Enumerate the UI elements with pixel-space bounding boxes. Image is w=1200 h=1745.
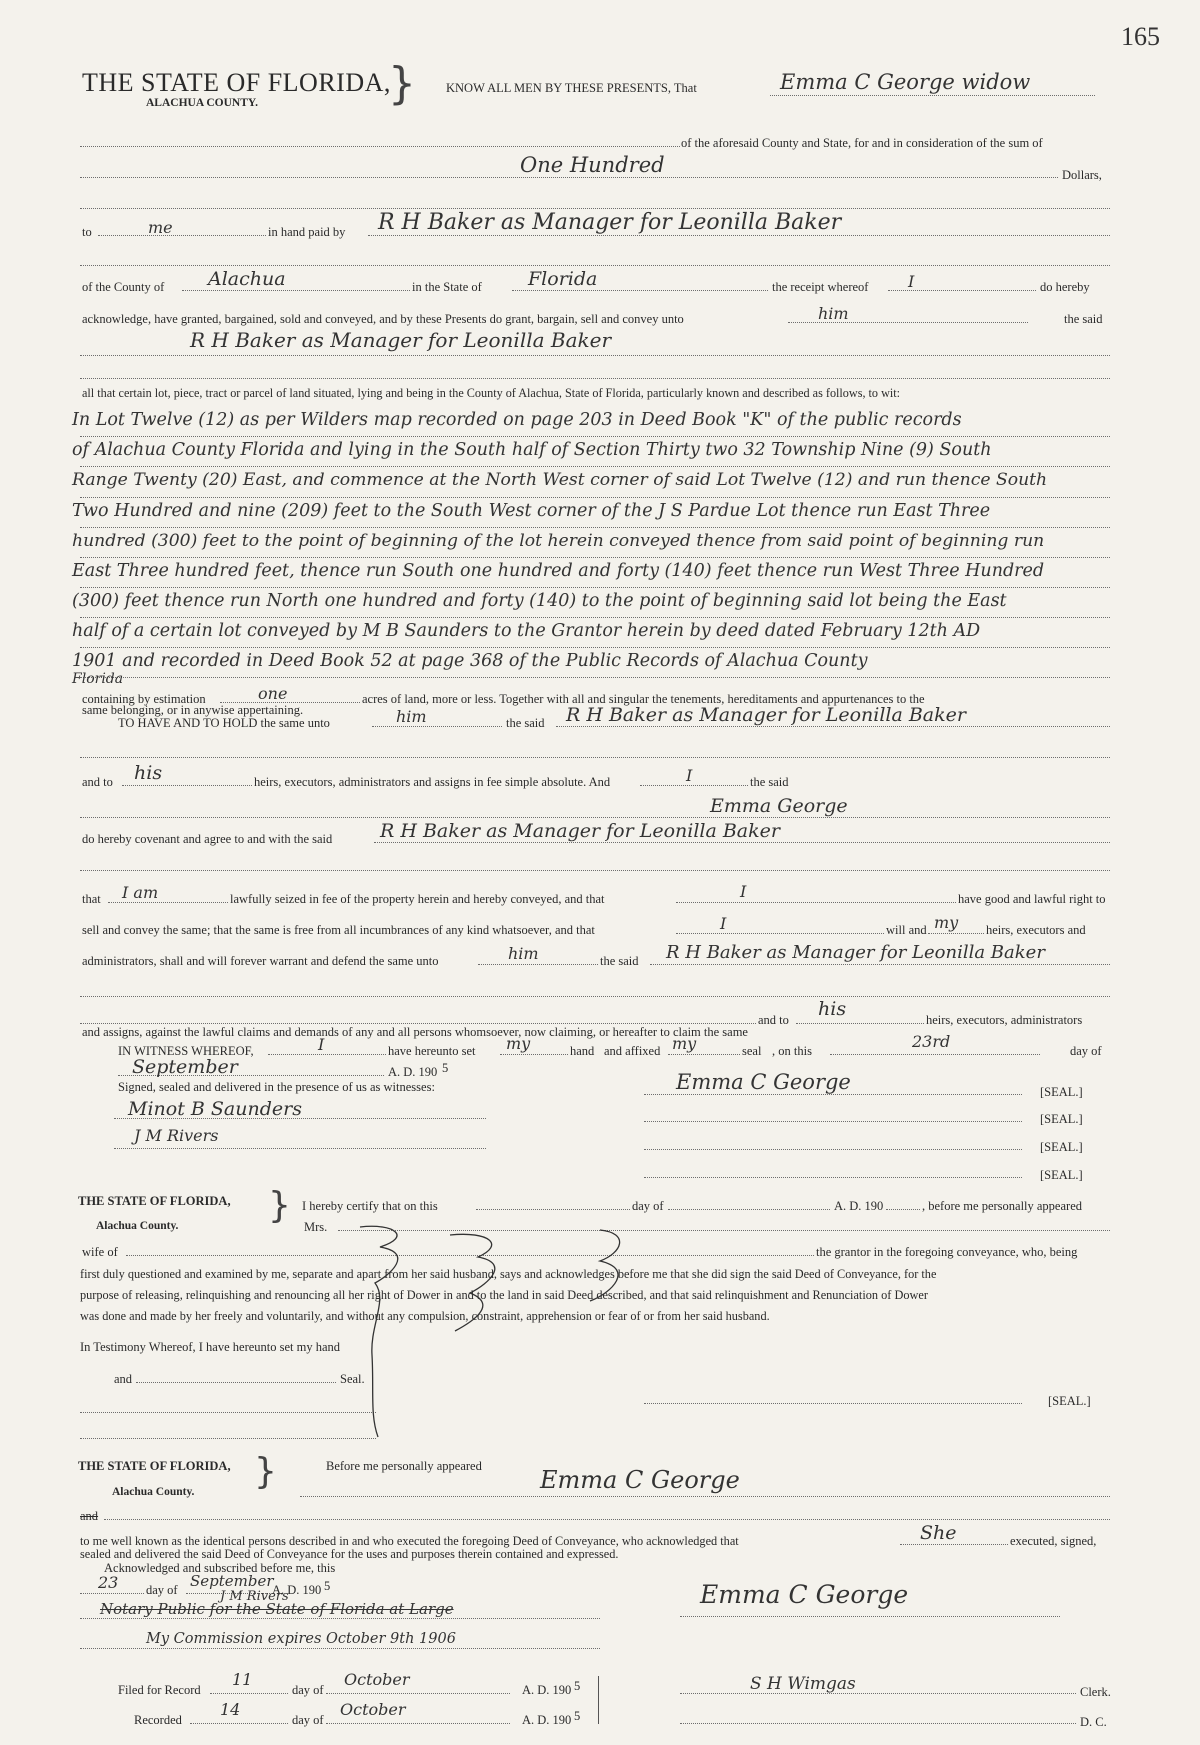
recorded-month: October: [340, 1700, 406, 1719]
payer-name: R H Baker as Manager for Leonilla Baker: [378, 210, 842, 235]
of-county-label: of the County of: [82, 280, 165, 294]
containing-text-2: same belonging, or in anywise appertaining.: [82, 703, 304, 717]
witness-day: 23rd: [912, 1032, 951, 1051]
filed-year: 5: [574, 1679, 581, 1693]
ack-before: Before me personally appeared: [326, 1459, 482, 1473]
witness-month: September: [132, 1056, 238, 1078]
dower-testimony: In Testimony Whereof, I have hereunto set my hand: [80, 1340, 341, 1354]
ack-text-2: sealed and delivered the said Deed of Conveyance for the uses and purposes therein contained and expressed.: [80, 1547, 619, 1561]
dower-state-heading: THE STATE OF FLORIDA,: [78, 1194, 231, 1208]
warrant-the-said: the said: [600, 954, 639, 968]
intro-text: KNOW ALL MEN BY THESE PRESENTS, That: [446, 81, 697, 95]
dower-seal-label: [SEAL.]: [1048, 1394, 1091, 1408]
seal-label: [SEAL.]: [1040, 1140, 1083, 1154]
ack-year: 5: [324, 1579, 331, 1593]
convey-i: I: [720, 914, 727, 933]
dollars-label: Dollars,: [1062, 168, 1102, 182]
ack-month: September: [190, 1572, 274, 1590]
heirs-i: I: [686, 766, 693, 785]
heirs-name: Emma George: [710, 795, 848, 817]
page-number: 165: [1121, 22, 1160, 51]
heirs-his: his: [134, 762, 163, 784]
description-line: of Alachua County Florida and lying in the South half of Section Thirty two 32 Township Nine (9) South: [72, 440, 992, 460]
acres-value: one: [258, 684, 288, 703]
containing-label: containing by estimation: [82, 692, 206, 706]
ack-executed: executed, signed,: [1010, 1534, 1097, 1548]
filed-ad: A. D. 190: [522, 1683, 572, 1697]
state-heading: THE STATE OF FLORIDA,: [82, 68, 391, 97]
heirs-text: heirs, executors, administrators and assigns in fee simple absolute. And: [254, 775, 611, 789]
dower-brace: }: [268, 1185, 291, 1226]
description-line: Range Twenty (20) East, and commence at the North West corner of said Lot Twelve (12) and run thence South: [72, 470, 1048, 490]
ack-signature: Emma C George: [700, 1580, 909, 1609]
notary-title: Notary Public for the State of Florida at Large: [100, 1600, 454, 1618]
do-hereby-label: do hereby: [1040, 280, 1090, 294]
to-whom: me: [148, 218, 173, 237]
ack-text: acknowledge, have granted, bargained, sold and conveyed, and by these Presents do grant, bargain, sell and convey unto: [82, 312, 684, 326]
witness-set: have hereunto set: [388, 1044, 476, 1058]
dower-day-of: day of: [632, 1199, 664, 1213]
witness-my2: my: [672, 1034, 697, 1053]
recorded-day-of: day of: [292, 1713, 324, 1727]
in-state-label: in the State of: [412, 280, 482, 294]
description-line: Florida: [72, 671, 124, 687]
seized-i: I: [740, 882, 747, 901]
dower-text-2: purpose of releasing, relinquishing and renouncing all her right of Dower in and to the land in said Deed described, and that said relinquishment and Renunciation of Dower: [80, 1288, 928, 1302]
habendum-grantee: R H Baker as Manager for Leonilla Baker: [566, 704, 966, 726]
dower-ad: A. D. 190: [834, 1199, 884, 1213]
witness-heading: IN WITNESS WHEREOF,: [118, 1044, 254, 1058]
heirs-and-to: and to: [82, 775, 113, 789]
clerk-signature: S H Wimgas: [750, 1674, 856, 1694]
dower-certify: I hereby certify that on this: [302, 1199, 438, 1213]
ack-and: and: [80, 1509, 99, 1523]
consideration-amount: One Hundred: [520, 153, 665, 177]
state-value: Florida: [528, 268, 598, 290]
dower-county-heading: Alachua County.: [96, 1220, 179, 1232]
ack-she: She: [920, 1522, 957, 1544]
ack-unto: him: [818, 304, 849, 323]
seized-that: that: [82, 892, 101, 906]
to-label: to: [82, 225, 92, 239]
ack-grantee: R H Baker as Manager for Leonilla Baker: [190, 328, 612, 352]
recorded-label: Recorded: [134, 1713, 182, 1727]
and-to-heirs: heirs, executors, administrators: [926, 1013, 1083, 1027]
grantor-name: Emma C George widow: [780, 70, 1031, 94]
convey-will-and: will and: [886, 923, 927, 937]
receipt-label: the receipt whereof: [772, 280, 869, 294]
witness-signed-text: Signed, sealed and delivered in the presence of us as witnesses:: [118, 1080, 435, 1094]
witness-day-of: day of: [1070, 1044, 1102, 1058]
receipt-i: I: [908, 272, 915, 291]
notary-commission: My Commission expires October 9th 1906: [146, 1631, 456, 1647]
filed-label: Filed for Record: [118, 1683, 201, 1697]
witness-1-signature: Minot B Saunders: [128, 1098, 302, 1120]
warrant-grantee: R H Baker as Manager for Leonilla Baker: [666, 942, 1045, 963]
covenant-text: do hereby covenant and agree to and with the said: [82, 832, 333, 846]
heirs-the-said: the said: [750, 775, 789, 789]
description-line: East Three hundred feet, thence run South one hundred and forty (140) feet thence run West Three Hundred: [72, 561, 1045, 581]
witness-affixed: and affixed: [604, 1044, 661, 1058]
description-line: In Lot Twelve (12) as per Wilders map recorded on page 203 in Deed Book "K" of the public records: [72, 410, 962, 430]
dower-seal-text: Seal.: [340, 1372, 365, 1386]
witness-hand: hand: [570, 1044, 595, 1058]
and-to-label: and to: [758, 1013, 789, 1027]
seized-right: have good and lawful right to: [958, 892, 1106, 906]
dower-wife-of: wife of: [82, 1245, 118, 1259]
notary-signature: J M Rivers: [220, 1589, 289, 1604]
grantor-signature: Emma C George: [676, 1070, 851, 1094]
in-hand-label: in hand paid by: [268, 225, 346, 239]
ack-day-of: day of: [146, 1583, 178, 1597]
dower-text-1: first duly questioned and examined by me, separate and apart from her said husband, says and acknowledges before me that she did sign the said Deed of Conveyance, for the: [80, 1267, 937, 1281]
habendum-the-said: the said: [506, 716, 545, 730]
description-line: half of a certain lot conveyed by M B Saunders to the Grantor herein by deed dated February 12th AD: [72, 621, 981, 641]
consideration-text: of the aforesaid County and State, for and in consideration of the sum of: [681, 136, 1043, 150]
land-intro: all that certain lot, piece, tract or parcel of land situated, lying and being in the County of Alachua, State of Florida, particularly known and described as follows, to wit:: [82, 386, 901, 400]
ack-text-1: to me well known as the identical persons described in and who executed the foregoing Deed of Conveyance, who acknowledged that: [80, 1534, 739, 1548]
recorded-year: 5: [574, 1709, 581, 1723]
assigns-text: and assigns, against the lawful claims and demands of any and all persons whomsoever, now claiming, or hereafter to claim the same: [82, 1025, 748, 1039]
filed-day-of: day of: [292, 1683, 324, 1697]
county-value: Alachua: [208, 268, 286, 290]
dower-and: and: [114, 1372, 133, 1386]
seal-label: [SEAL.]: [1040, 1112, 1083, 1126]
convey-my: my: [934, 913, 959, 932]
ack-county-heading: Alachua County.: [112, 1486, 195, 1498]
convey-text: sell and convey the same; that the same is free from all incumbrances of any kind whatsoever, and that: [82, 923, 595, 937]
dower-mrs: Mrs.: [304, 1220, 328, 1234]
ack-state-heading: THE STATE OF FLORIDA,: [78, 1459, 231, 1473]
seal-label: [SEAL.]: [1040, 1168, 1083, 1182]
witness-my1: my: [506, 1034, 531, 1053]
ack-ad: A. D. 190: [272, 1583, 322, 1597]
witness-i: I: [318, 1035, 325, 1054]
header-brace: }: [388, 58, 416, 109]
description-line: Two Hundred and nine (209) feet to the South West corner of the J S Pardue Lot thence run East Three: [72, 501, 991, 521]
witness-2-signature: J M Rivers: [134, 1126, 219, 1145]
seal-label: [SEAL.]: [1040, 1085, 1083, 1099]
ack-name-signature: Emma C George: [540, 1466, 740, 1494]
description-line: hundred (300) feet to the point of beginning of the lot herein conveyed thence from said point of beginning run: [72, 531, 1045, 551]
description-line: (300) feet thence run North one hundred and forty (140) to the point of beginning said lot being the East: [72, 591, 1007, 611]
dc-label: D. C.: [1080, 1715, 1107, 1729]
recorded-ad: A. D. 190: [522, 1713, 572, 1727]
habendum-text: TO HAVE AND TO HOLD the same unto: [118, 716, 330, 730]
warrant-text: administrators, shall and will forever warrant and defend the same unto: [82, 954, 439, 968]
recorded-day: 14: [220, 1700, 241, 1719]
witness-on-this: , on this: [772, 1044, 812, 1058]
county-heading: ALACHUA COUNTY.: [146, 97, 259, 109]
warrant-unto: him: [508, 944, 539, 963]
covenant-grantee: R H Baker as Manager for Leonilla Baker: [380, 820, 780, 842]
convey-heirs: heirs, executors and: [986, 923, 1086, 937]
habendum-unto: him: [396, 707, 427, 726]
seized-text: lawfully seized in fee of the property herein and hereby conveyed, and that: [230, 892, 605, 906]
dower-text-3: was done and made by her freely and voluntarily, and without any compulsion, constraint, apprehension or fear of or from her said husband.: [80, 1309, 770, 1323]
and-to-his: his: [818, 998, 847, 1020]
the-said-label: the said: [1064, 312, 1103, 326]
ack-subscribed: Acknowledged and subscribed before me, this: [104, 1561, 336, 1575]
description-line: 1901 and recorded in Deed Book 52 at page 368 of the Public Records of Alachua County: [72, 651, 868, 671]
filed-month: October: [344, 1670, 410, 1689]
containing-text: acres of land, more or less. Together with all and singular the tenements, hereditaments and appurtenances to the: [362, 692, 925, 706]
clerk-label: Clerk.: [1080, 1685, 1111, 1699]
witness-ad: A. D. 190: [388, 1065, 438, 1079]
dower-before: , before me personally appeared: [922, 1199, 1082, 1213]
witness-seal-word: seal: [742, 1044, 762, 1058]
seized-am: I am: [122, 883, 159, 902]
dower-grantor: the grantor in the foregoing conveyance, who, being: [816, 1245, 1078, 1259]
witness-year: 5: [442, 1061, 449, 1075]
ack-brace: }: [254, 1451, 277, 1492]
filed-day: 11: [232, 1670, 253, 1689]
ack-day: 23: [98, 1573, 119, 1592]
dower-strike-marks: [300, 1205, 720, 1445]
